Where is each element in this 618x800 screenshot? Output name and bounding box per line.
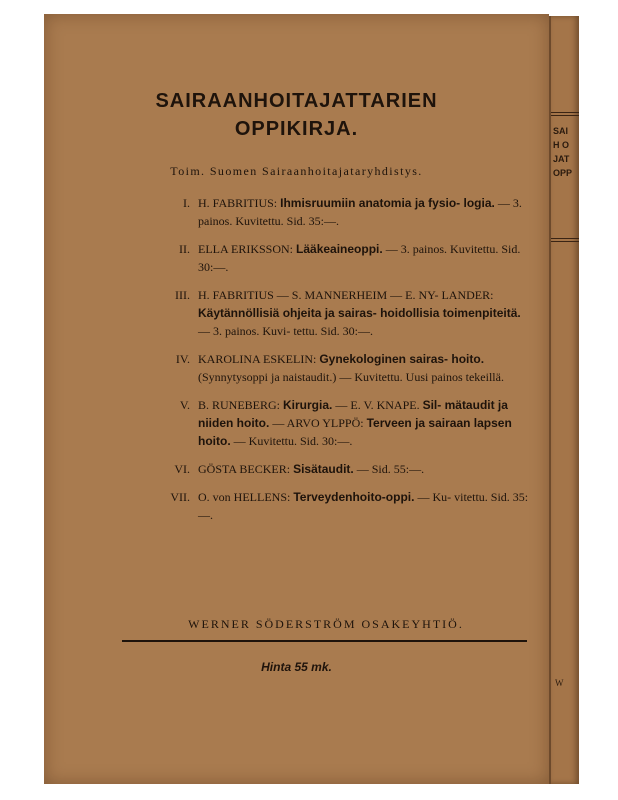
item-title: Sisätaudit. — [293, 462, 354, 476]
divider-rule — [122, 640, 527, 642]
item-number: V. — [179, 398, 190, 412]
item-title: Terveydenhoito-oppi. — [293, 490, 415, 504]
spine-publisher: W — [555, 678, 564, 688]
item-info: — 3. painos. Kuvi- tettu. Sid. 30:—. — [198, 324, 373, 338]
item-number: VII. — [170, 490, 190, 504]
item-title-3: Terveen ja sairaan lapsen hoito. — [198, 416, 512, 448]
item-title: Ihmisruumiin anatomia ja fysio- logia. — [280, 196, 495, 210]
book-list — [130, 194, 530, 534]
item-author: ELLA ERIKSSON: — [198, 242, 294, 256]
item-author: KAROLINA ESKELIN: — [198, 352, 317, 366]
item-info: — 3. painos. Kuvitettu. Sid. 30:—. — [198, 242, 521, 274]
item-info-2: — ARVO YLPPÖ: — [272, 416, 364, 430]
item-author: B. RUNEBERG: — [198, 398, 281, 412]
list-item — [130, 240, 530, 276]
item-author: GÖSTA BECKER: — [198, 462, 291, 476]
item-number: II. — [179, 242, 190, 256]
list-item — [130, 460, 530, 478]
book-back-cover — [44, 14, 549, 784]
item-number: I. — [183, 196, 190, 210]
spine-rule — [551, 112, 579, 113]
publisher-name: WERNER SÖDERSTRÖM OSAKEYHTIÖ. — [188, 617, 464, 631]
item-title: Käytännöllisiä ohjeita ja sairas- hoidollisia toimenpiteitä. — [198, 306, 521, 320]
item-author: O. von HELLENS: — [198, 490, 291, 504]
list-item — [130, 396, 530, 450]
item-title-2: Sil- mätaudit ja niiden hoito. — [198, 398, 508, 430]
item-info: — E. V. KNAPE. — [335, 398, 420, 412]
list-item — [130, 194, 530, 230]
spine-rule — [551, 115, 579, 116]
spine-rule — [551, 241, 579, 242]
spine-rule — [551, 238, 579, 239]
item-title: Lääkeaineoppi. — [296, 242, 383, 256]
item-title: Kirurgia. — [283, 398, 333, 412]
list-item — [130, 286, 530, 340]
series-title-line1: SAIRAANHOITAJATTARIEN — [155, 90, 438, 112]
price-label: Hinta 55 mk. — [261, 660, 332, 674]
list-item — [130, 488, 530, 524]
item-info: — Ku- vitettu. Sid. 35:—. — [198, 490, 529, 522]
editor-line: Toim. Suomen Sairaanhoitajataryhdistys. — [170, 164, 423, 178]
item-number: IV. — [175, 352, 190, 366]
book-spine — [549, 16, 579, 784]
item-author: H. FABRITIUS — S. MANNERHEIM — E. NY- LANDER: — [198, 288, 494, 302]
item-number: VI. — [174, 462, 190, 476]
item-author: H. FABRITIUS: — [198, 196, 278, 210]
item-info: — Sid. 55:—. — [356, 462, 425, 476]
list-item — [130, 350, 530, 386]
item-info: — 3. painos. Kuvitettu. Sid. 35:—. — [198, 196, 522, 228]
spine-title: SAI H O JAT OPP — [553, 126, 573, 178]
item-number: III. — [175, 288, 190, 302]
item-info-3: — Kuvitettu. Sid. 30:—. — [233, 434, 353, 448]
item-title: Gynekologinen sairas- hoito. — [319, 352, 485, 366]
series-title-line2: OPPIKIRJA. — [234, 118, 359, 140]
item-info: (Synnytysoppi ja naistaudit.) — Kuvitettu. Uusi painos tekeillä. — [198, 370, 504, 384]
